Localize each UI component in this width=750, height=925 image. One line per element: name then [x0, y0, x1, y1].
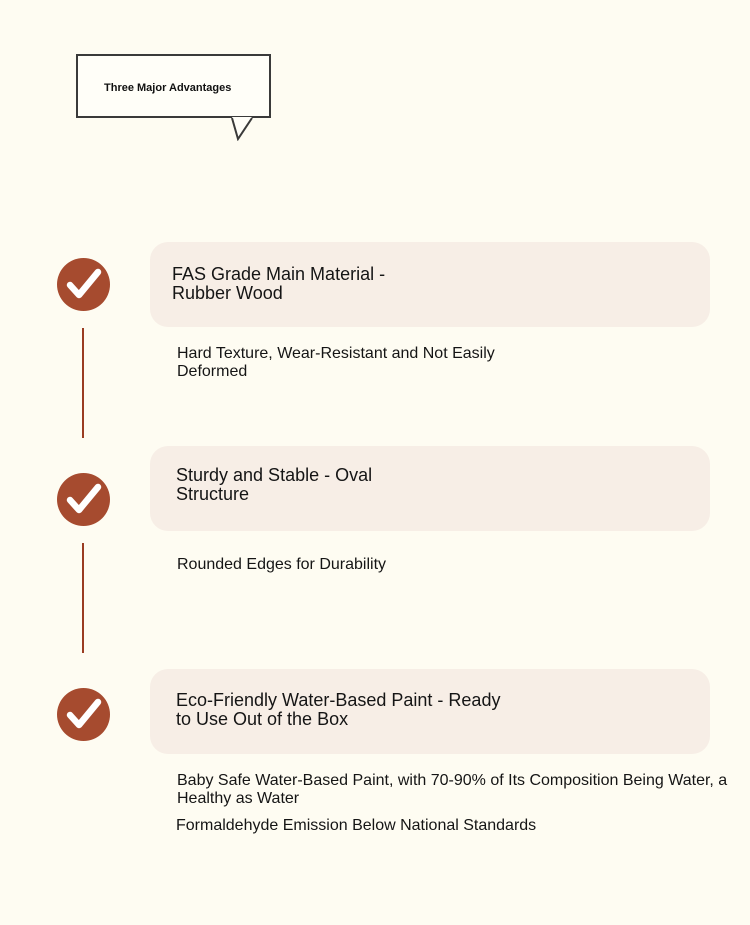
advantage-description: Rounded Edges for Durability	[177, 556, 387, 573]
advantage-description: Formaldehyde Emission Below National Standards	[176, 817, 537, 834]
advantage-title: Sturdy and Stable - Oval Structure	[176, 465, 373, 504]
advantage-description: Baby Safe Water-Based Paint, with 70-90% of Its Composition Being Water, a Healthy as Water	[177, 772, 728, 807]
page-title: Three Major Advantages	[104, 82, 232, 94]
advantage-description: Hard Texture, Wear-Resistant and Not Easily Deformed	[177, 345, 495, 380]
advantage-title: FAS Grade Main Material - Rubber Wood	[172, 264, 386, 303]
advantage-title: Eco-Friendly Water-Based Paint - Ready to Use Out of the Box	[176, 690, 501, 729]
